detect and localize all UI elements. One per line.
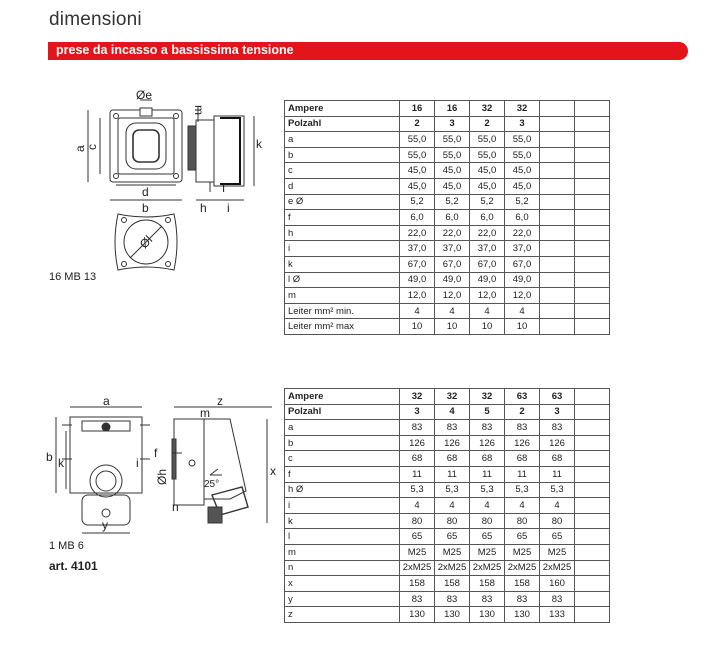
table-cell: 67,0	[470, 256, 505, 272]
table-row	[285, 147, 610, 163]
empty-cell	[575, 498, 610, 514]
svg-text:Øh: Øh	[155, 468, 169, 485]
table-row	[285, 544, 610, 560]
table-row	[285, 435, 610, 451]
table-cell: 80	[435, 513, 470, 529]
dimension-table-16mb13	[284, 100, 610, 335]
table-cell: 45,0	[400, 163, 435, 179]
table-cell: 4	[540, 498, 575, 514]
table-cell: 32	[470, 389, 505, 405]
svg-text:c: c	[85, 144, 99, 150]
empty-cell	[575, 303, 610, 319]
table-cell: 3	[540, 404, 575, 420]
table-cell: 63	[540, 389, 575, 405]
table-row	[285, 178, 610, 194]
row-label: m	[285, 288, 400, 304]
table-cell: 55,0	[470, 132, 505, 148]
row-label: k	[285, 513, 400, 529]
table-cell: 4	[435, 303, 470, 319]
empty-cell	[575, 241, 610, 257]
table-cell: 37,0	[470, 241, 505, 257]
table-cell: 80	[540, 513, 575, 529]
table-cell: 5	[470, 404, 505, 420]
table-cell: 65	[435, 529, 470, 545]
table-cell: 37,0	[505, 241, 540, 257]
dimension-table-1mb6	[284, 388, 610, 623]
empty-cell	[575, 513, 610, 529]
row-label: d	[285, 178, 400, 194]
table-cell: 126	[400, 435, 435, 451]
empty-cell	[540, 132, 575, 148]
table-cell: 83	[435, 591, 470, 607]
banner-text: prese da incasso a bassissima tensione	[56, 43, 294, 57]
empty-cell	[575, 389, 610, 405]
table-cell: 130	[435, 607, 470, 623]
row-label: k	[285, 256, 400, 272]
row-label: f	[285, 210, 400, 226]
article-number: art. 4101	[49, 559, 98, 573]
table-cell: 11	[400, 466, 435, 482]
table-cell: 32	[435, 389, 470, 405]
table-cell: 5,2	[400, 194, 435, 210]
table-cell: 83	[470, 420, 505, 436]
table-cell: 63	[505, 389, 540, 405]
table-cell: 55,0	[505, 147, 540, 163]
drawing-1mb6	[42, 395, 282, 535]
table-cell: 5,3	[470, 482, 505, 498]
table-cell: 65	[540, 529, 575, 545]
page-title: dimensioni	[49, 9, 142, 30]
table-cell: 49,0	[505, 272, 540, 288]
empty-cell	[540, 272, 575, 288]
table-row	[285, 513, 610, 529]
table-cell: 5,2	[470, 194, 505, 210]
empty-cell	[575, 466, 610, 482]
table-row	[285, 303, 610, 319]
table-cell: 32	[470, 101, 505, 117]
table-cell: 68	[470, 451, 505, 467]
table-cell: 45,0	[470, 163, 505, 179]
table-cell: M25	[505, 544, 540, 560]
table-cell: 65	[400, 529, 435, 545]
table-cell: 83	[400, 591, 435, 607]
table-cell: 22,0	[435, 225, 470, 241]
table-cell: 4	[505, 498, 540, 514]
drawing-16mb13	[70, 88, 270, 288]
row-label: z	[285, 607, 400, 623]
table-cell: 130	[470, 607, 505, 623]
table-cell: 126	[470, 435, 505, 451]
row-label: Polzahl	[285, 404, 400, 420]
table-cell: 12,0	[400, 288, 435, 304]
table-cell: 83	[540, 591, 575, 607]
table-row	[285, 132, 610, 148]
table-cell: 22,0	[505, 225, 540, 241]
table-cell: 2xM25	[435, 560, 470, 576]
table-cell: 12,0	[470, 288, 505, 304]
table-cell: 12,0	[435, 288, 470, 304]
table-row	[285, 466, 610, 482]
row-label: x	[285, 576, 400, 592]
table-cell: 2xM25	[505, 560, 540, 576]
table-cell: 68	[505, 451, 540, 467]
svg-text:25°: 25°	[204, 479, 220, 490]
row-label: h	[285, 225, 400, 241]
table-row	[285, 116, 610, 132]
table-cell: 11	[470, 466, 505, 482]
table-row	[285, 482, 610, 498]
row-label: h Ø	[285, 482, 400, 498]
table-cell: 3	[435, 116, 470, 132]
table-cell: 83	[400, 420, 435, 436]
row-label: c	[285, 163, 400, 179]
empty-cell	[540, 303, 575, 319]
empty-cell	[540, 194, 575, 210]
empty-cell	[575, 272, 610, 288]
table-cell: 4	[435, 498, 470, 514]
table-cell: 2xM25	[400, 560, 435, 576]
table-cell: 2xM25	[470, 560, 505, 576]
empty-cell	[575, 404, 610, 420]
table-cell: 68	[435, 451, 470, 467]
row-label: Ampere	[285, 389, 400, 405]
empty-cell	[575, 560, 610, 576]
table-row	[285, 389, 610, 405]
table-cell: 160	[540, 576, 575, 592]
table-row	[285, 591, 610, 607]
table-cell: M25	[470, 544, 505, 560]
table-row	[285, 420, 610, 436]
svg-text:x: x	[270, 464, 276, 478]
table-cell: 3	[400, 404, 435, 420]
table-row	[285, 404, 610, 420]
section-banner	[48, 42, 688, 60]
row-label: i	[285, 241, 400, 257]
svg-text:f: f	[222, 181, 226, 195]
empty-cell	[540, 210, 575, 226]
svg-text:i: i	[136, 456, 139, 470]
product-code-16mb13: 16 MB 13	[49, 271, 97, 283]
empty-cell	[575, 482, 610, 498]
table-row	[285, 607, 610, 623]
table-cell: 10	[505, 319, 540, 335]
table-cell: 10	[470, 319, 505, 335]
empty-cell	[540, 241, 575, 257]
table-cell: 4	[505, 303, 540, 319]
svg-text:b: b	[46, 450, 53, 464]
table-cell: 80	[400, 513, 435, 529]
empty-cell	[540, 288, 575, 304]
table-cell: 6,0	[470, 210, 505, 226]
empty-cell	[540, 178, 575, 194]
svg-text:Øe: Øe	[136, 88, 153, 102]
table-cell: 45,0	[435, 163, 470, 179]
svg-text:h: h	[200, 201, 207, 215]
table-row	[285, 451, 610, 467]
table-cell: 67,0	[435, 256, 470, 272]
table-cell: 45,0	[505, 163, 540, 179]
row-label: i	[285, 498, 400, 514]
table-row	[285, 319, 610, 335]
table-cell: 4	[400, 498, 435, 514]
table-cell: 2	[470, 116, 505, 132]
table-cell: 49,0	[435, 272, 470, 288]
table-cell: 11	[540, 466, 575, 482]
empty-cell	[540, 101, 575, 117]
table-cell: M25	[435, 544, 470, 560]
table-cell: 133	[540, 607, 575, 623]
row-label: y	[285, 591, 400, 607]
table-cell: 5,2	[505, 194, 540, 210]
table-cell: 83	[435, 420, 470, 436]
table-cell: 67,0	[400, 256, 435, 272]
svg-text:d: d	[142, 185, 149, 199]
empty-cell	[575, 288, 610, 304]
empty-cell	[540, 163, 575, 179]
empty-cell	[575, 210, 610, 226]
table-cell: 4	[470, 498, 505, 514]
table-cell: 55,0	[400, 147, 435, 163]
empty-cell	[575, 178, 610, 194]
table-cell: 37,0	[400, 241, 435, 257]
table-cell: 126	[505, 435, 540, 451]
row-label: f	[285, 466, 400, 482]
table-cell: 80	[470, 513, 505, 529]
empty-cell	[575, 194, 610, 210]
table-cell: 37,0	[435, 241, 470, 257]
table-cell: 11	[505, 466, 540, 482]
table-cell: 55,0	[400, 132, 435, 148]
table-cell: 5,2	[435, 194, 470, 210]
empty-cell	[575, 529, 610, 545]
empty-cell	[540, 116, 575, 132]
empty-cell	[540, 256, 575, 272]
table-cell: 158	[505, 576, 540, 592]
table-cell: 126	[540, 435, 575, 451]
svg-text:f: f	[154, 446, 158, 460]
svg-text:m: m	[200, 406, 210, 420]
table-cell: 5,3	[435, 482, 470, 498]
table-cell: 68	[400, 451, 435, 467]
table-row	[285, 101, 610, 117]
table-cell: 5,3	[400, 482, 435, 498]
table-cell: 2	[400, 116, 435, 132]
empty-cell	[540, 319, 575, 335]
table-row	[285, 194, 610, 210]
table-cell: 130	[400, 607, 435, 623]
table-cell: 80	[505, 513, 540, 529]
svg-text:a: a	[73, 145, 87, 152]
row-label: m	[285, 544, 400, 560]
table-cell: 49,0	[470, 272, 505, 288]
table-cell: 22,0	[470, 225, 505, 241]
table-cell: 55,0	[470, 147, 505, 163]
svg-text:n: n	[172, 500, 179, 514]
table-cell: 158	[435, 576, 470, 592]
row-label: Ampere	[285, 101, 400, 117]
table-cell: 32	[400, 389, 435, 405]
product-code-1mb6: 1 MB 6	[49, 540, 84, 552]
svg-text:a: a	[103, 395, 110, 408]
table-cell: 3	[505, 116, 540, 132]
table-cell: 32	[505, 101, 540, 117]
table-row	[285, 256, 610, 272]
table-cell: M25	[400, 544, 435, 560]
table-cell: 22,0	[400, 225, 435, 241]
table-cell: 65	[505, 529, 540, 545]
empty-cell	[575, 607, 610, 623]
table-cell: 5,3	[540, 482, 575, 498]
empty-cell	[575, 576, 610, 592]
table-row	[285, 225, 610, 241]
table-cell: 83	[505, 420, 540, 436]
table-cell: 4	[470, 303, 505, 319]
table-row	[285, 210, 610, 226]
table-cell: 6,0	[505, 210, 540, 226]
row-label: b	[285, 147, 400, 163]
table-cell: 45,0	[505, 178, 540, 194]
row-label: l	[285, 529, 400, 545]
empty-cell	[540, 147, 575, 163]
table-cell: 10	[435, 319, 470, 335]
table-cell: 130	[505, 607, 540, 623]
svg-text:y: y	[102, 518, 108, 532]
row-label: e Ø	[285, 194, 400, 210]
empty-cell	[575, 591, 610, 607]
table-cell: 83	[505, 591, 540, 607]
empty-cell	[575, 101, 610, 117]
table-cell: 55,0	[435, 147, 470, 163]
table-cell: 49,0	[400, 272, 435, 288]
table-cell: 6,0	[400, 210, 435, 226]
row-label: a	[285, 132, 400, 148]
empty-cell	[575, 420, 610, 436]
empty-cell	[575, 147, 610, 163]
table-cell: 5,3	[505, 482, 540, 498]
table-cell: M25	[540, 544, 575, 560]
table-row	[285, 272, 610, 288]
table-cell: 4	[435, 404, 470, 420]
table-row	[285, 241, 610, 257]
table-cell: 2xM25	[540, 560, 575, 576]
table-cell: 55,0	[435, 132, 470, 148]
table-cell: 158	[400, 576, 435, 592]
table-row	[285, 576, 610, 592]
table-cell: 83	[540, 420, 575, 436]
svg-text:Øl: Øl	[136, 232, 156, 252]
table-cell: 16	[400, 101, 435, 117]
empty-cell	[575, 225, 610, 241]
empty-cell	[575, 132, 610, 148]
table-cell: 158	[470, 576, 505, 592]
empty-cell	[575, 435, 610, 451]
empty-cell	[575, 451, 610, 467]
row-label: Leiter mm² max	[285, 319, 400, 335]
row-label: Leiter mm² min.	[285, 303, 400, 319]
row-label: Polzahl	[285, 116, 400, 132]
table-row	[285, 529, 610, 545]
table-cell: 67,0	[505, 256, 540, 272]
table-row	[285, 560, 610, 576]
table-row	[285, 498, 610, 514]
table-cell: 11	[435, 466, 470, 482]
empty-cell	[575, 256, 610, 272]
table-cell: 83	[470, 591, 505, 607]
svg-text:k: k	[58, 456, 64, 470]
row-label: a	[285, 420, 400, 436]
table-cell: 45,0	[470, 178, 505, 194]
table-cell: 45,0	[400, 178, 435, 194]
row-label: l Ø	[285, 272, 400, 288]
table-cell: 4	[400, 303, 435, 319]
empty-cell	[575, 116, 610, 132]
empty-cell	[575, 319, 610, 335]
table-cell: 16	[435, 101, 470, 117]
table-row	[285, 288, 610, 304]
row-label: b	[285, 435, 400, 451]
table-cell: 2	[505, 404, 540, 420]
table-row	[285, 163, 610, 179]
table-cell: 6,0	[435, 210, 470, 226]
svg-text:i: i	[227, 201, 230, 215]
table-cell: 12,0	[505, 288, 540, 304]
row-label: c	[285, 451, 400, 467]
table-cell: 10	[400, 319, 435, 335]
table-cell: 45,0	[435, 178, 470, 194]
table-cell: 65	[470, 529, 505, 545]
table-cell: 68	[540, 451, 575, 467]
table-cell: 126	[435, 435, 470, 451]
row-label: n	[285, 560, 400, 576]
svg-text:k: k	[256, 137, 262, 151]
empty-cell	[575, 163, 610, 179]
svg-text:m: m	[192, 105, 206, 115]
svg-text:b: b	[142, 201, 149, 215]
empty-cell	[540, 225, 575, 241]
svg-text:z: z	[217, 395, 223, 408]
empty-cell	[575, 544, 610, 560]
table-cell: 55,0	[505, 132, 540, 148]
